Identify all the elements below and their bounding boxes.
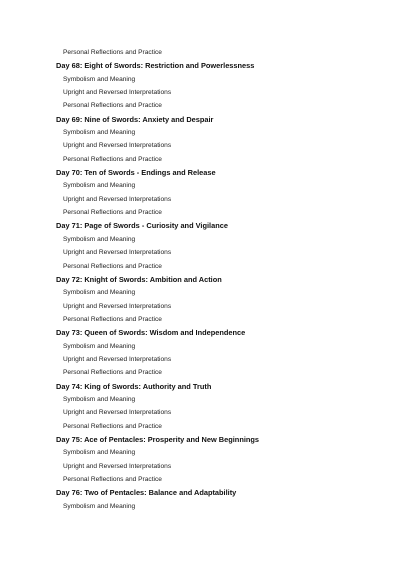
toc-subsection-entry[interactable]: Personal Reflections and Practice — [63, 49, 162, 56]
toc-subsection-entry[interactable]: Upright and Reversed Interpretations — [63, 249, 172, 257]
toc-subsection-entry[interactable]: Personal Reflections and Practice — [63, 315, 162, 323]
toc-day-heading[interactable]: Day 70: Ten of Swords - Endings and Release — [56, 168, 216, 178]
toc-day-heading[interactable]: Day 74: King of Swords: Authority and Truth — [56, 381, 212, 391]
toc-subsection-entry[interactable]: Upright and Reversed Interpretations — [63, 462, 172, 470]
toc-subsection-entry[interactable]: Symbolism and Meaning — [63, 395, 136, 403]
toc-subsection-entry[interactable]: Symbolism and Meaning — [63, 502, 136, 510]
toc-subsection-entry[interactable]: Upright and Reversed Interpretations — [63, 355, 172, 363]
toc-day-heading[interactable]: Day 72: Knight of Swords: Ambition and Action — [56, 274, 222, 284]
toc-day-heading[interactable]: Day 75: Ace of Pentacles: Prosperity and New Beginnings — [56, 434, 260, 444]
toc-subsection-entry[interactable]: Personal Reflections and Practice — [63, 102, 162, 110]
toc-subsection-entry[interactable]: Personal Reflections and Practice — [63, 476, 162, 483]
toc-day-heading[interactable]: Day 71: Page of Swords - Curiosity and Vigilance — [56, 221, 228, 231]
toc-subsection-entry[interactable]: Upright and Reversed Interpretations — [63, 302, 172, 310]
toc-day-heading[interactable]: Day 68: Eight of Swords: Restriction and Powerlessness — [56, 61, 255, 71]
toc-subsection-entry[interactable]: Personal Reflections and Practice — [63, 209, 162, 217]
toc-day-heading[interactable]: Day 76: Two of Pentacles: Balance and Adaptability — [56, 488, 237, 498]
toc-subsection-entry[interactable]: Upright and Reversed Interpretations — [63, 142, 172, 150]
toc-subsection-entry[interactable]: Personal Reflections and Practice — [63, 262, 162, 270]
toc-day-heading[interactable]: Day 73: Queen of Swords: Wisdom and Independence — [56, 328, 246, 338]
toc-subsection-entry[interactable]: Upright and Reversed Interpretations — [63, 89, 172, 97]
toc-subsection-entry[interactable]: Symbolism and Meaning — [63, 129, 136, 137]
toc-subsection-entry[interactable]: Symbolism and Meaning — [63, 235, 136, 243]
toc-day-heading[interactable]: Day 69: Nine of Swords: Anxiety and Despair — [56, 114, 214, 124]
toc-subsection-entry[interactable]: Upright and Reversed Interpretations — [63, 195, 172, 203]
toc-subsection-entry[interactable]: Personal Reflections and Practice — [63, 422, 162, 430]
toc-subsection-entry[interactable]: Personal Reflections and Practice — [63, 369, 162, 377]
toc-subsection-entry[interactable]: Symbolism and Meaning — [63, 449, 136, 457]
toc-subsection-entry[interactable]: Symbolism and Meaning — [63, 182, 136, 190]
toc-subsection-entry[interactable]: Symbolism and Meaning — [63, 75, 136, 83]
toc-subsection-entry[interactable]: Personal Reflections and Practice — [63, 155, 162, 163]
toc-subsection-entry[interactable]: Upright and Reversed Interpretations — [63, 409, 172, 417]
toc-subsection-entry[interactable]: Symbolism and Meaning — [63, 342, 136, 350]
toc-subsection-entry[interactable]: Symbolism and Meaning — [63, 289, 136, 297]
table-of-contents — [56, 46, 376, 513]
